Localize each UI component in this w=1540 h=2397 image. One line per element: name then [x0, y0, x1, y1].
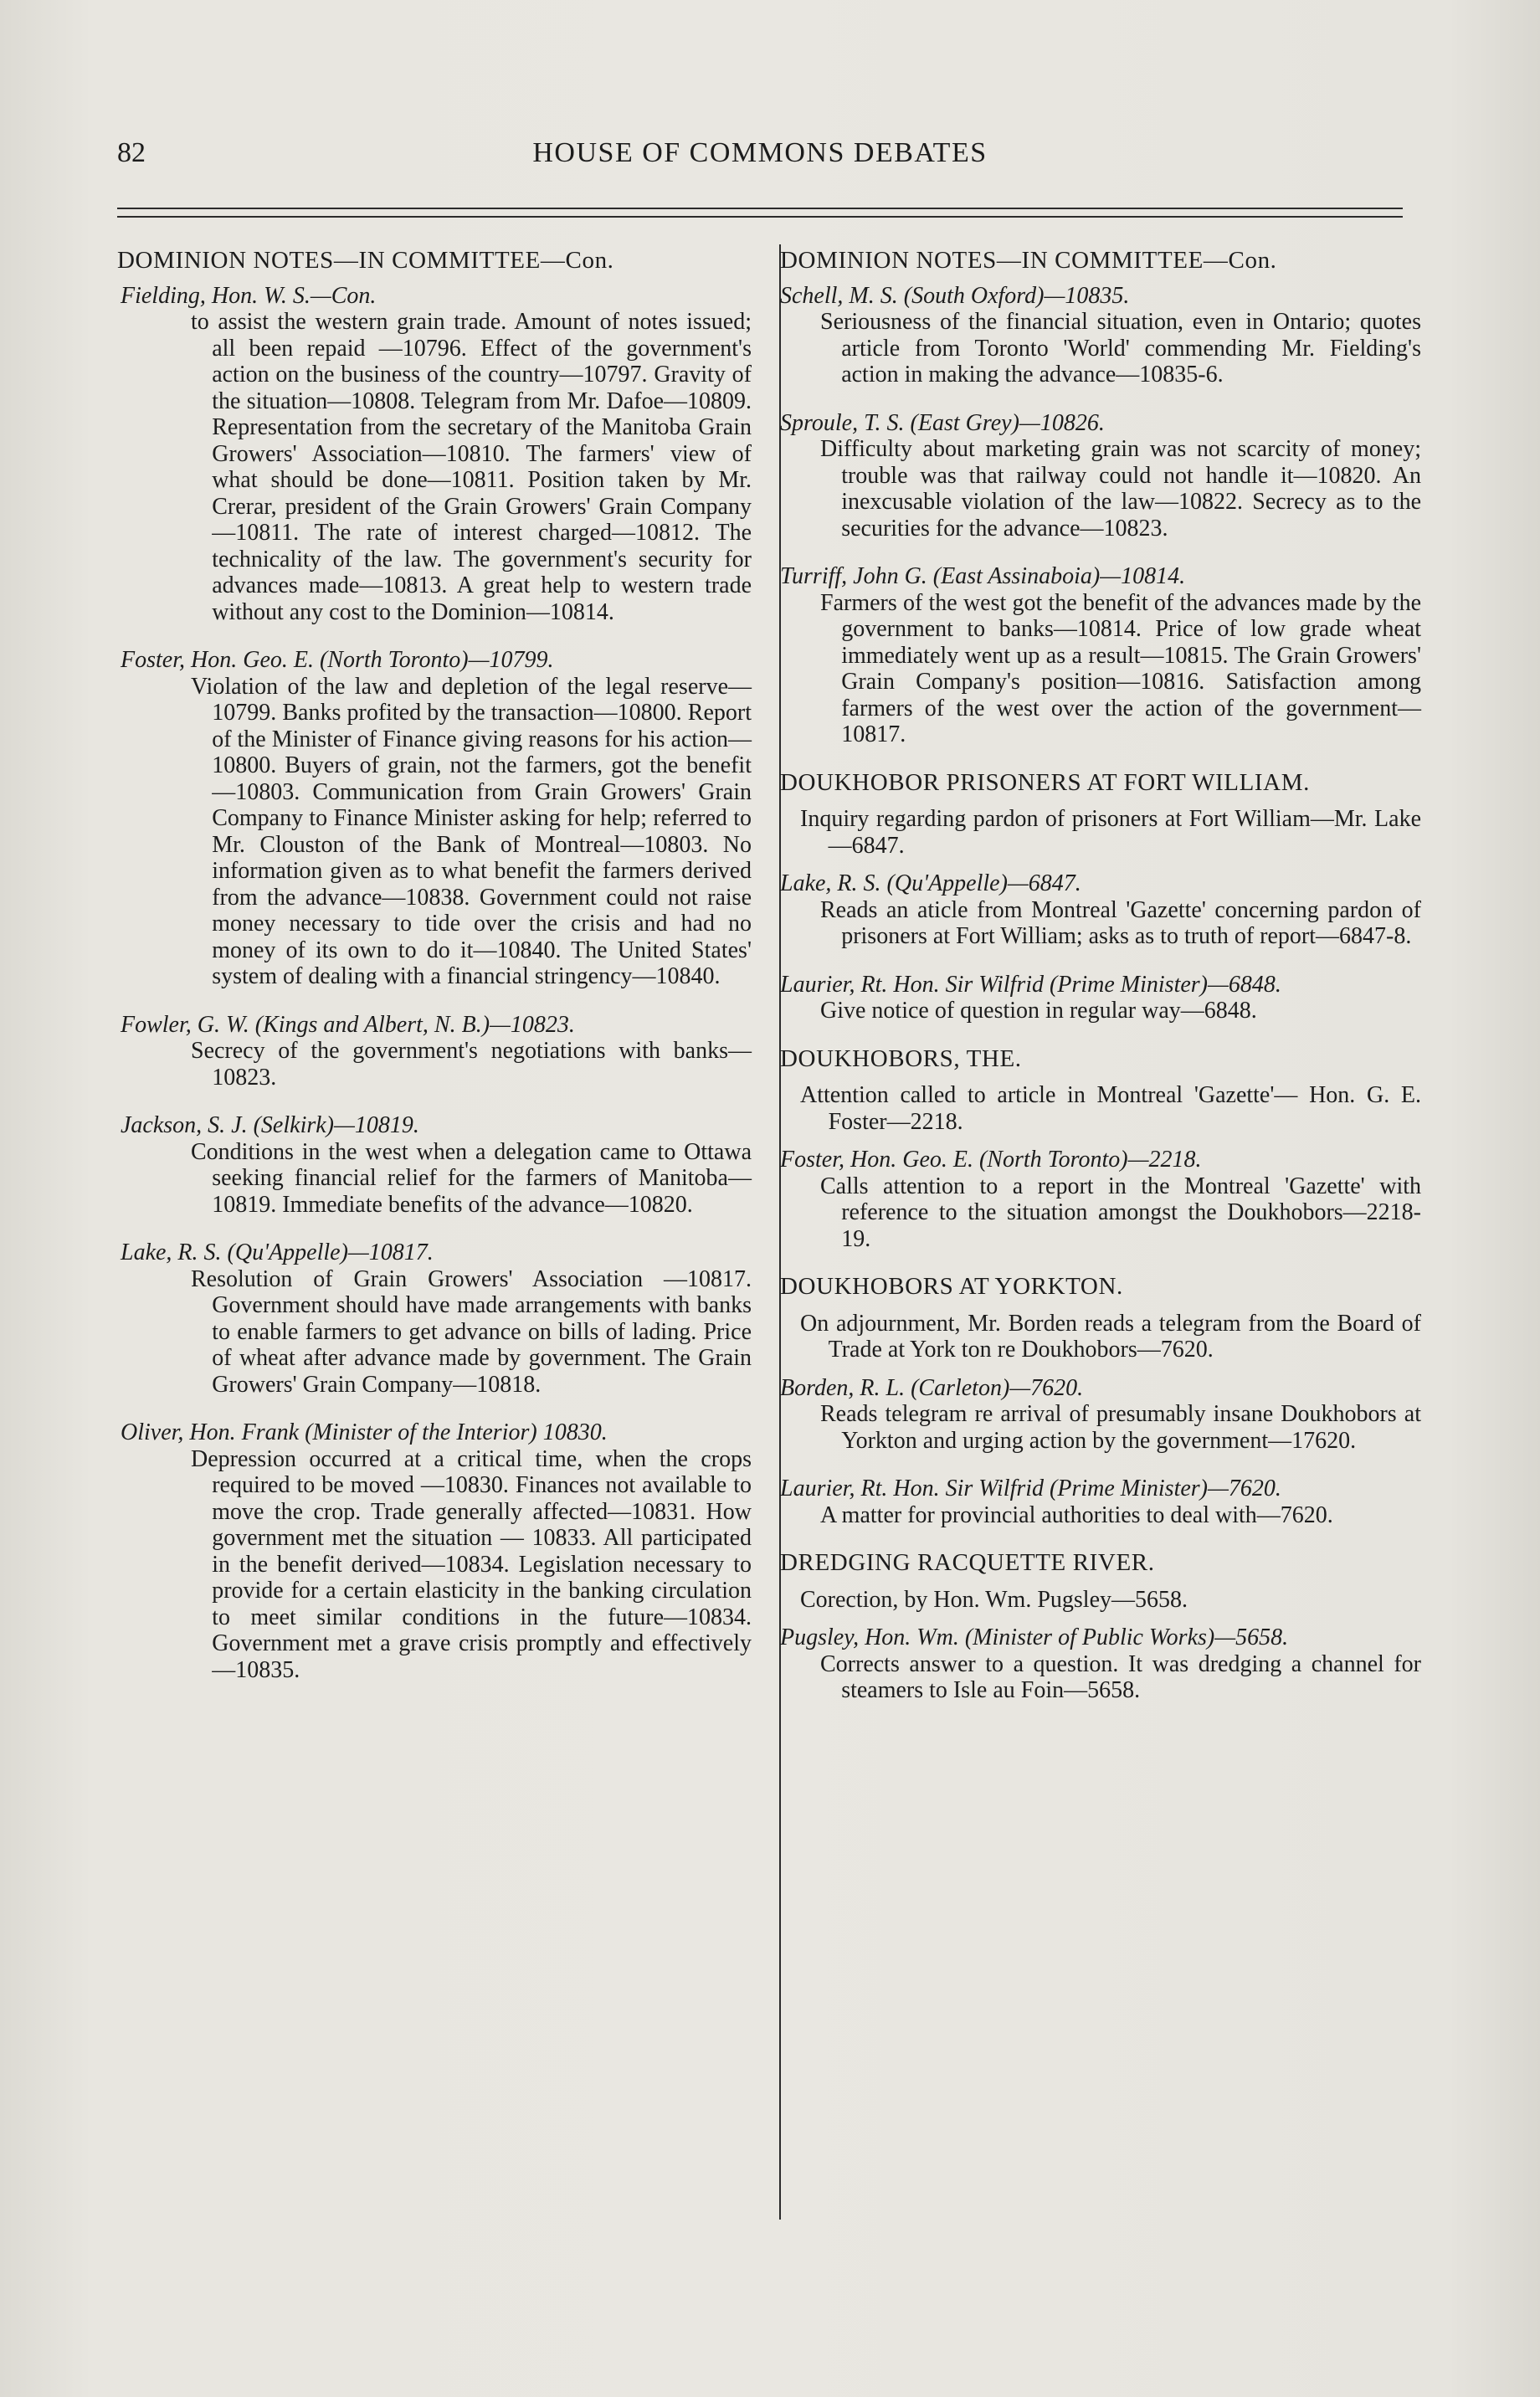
speaker-name: Foster, Hon. Geo. E. (North Toronto)—10799.: [121, 647, 554, 673]
speaker-name: Foster, Hon. Geo. E. (North Toronto)—2218.: [780, 1147, 1202, 1173]
index-entry: [777, 1375, 1421, 1455]
speaker-name: Jackson, S. J. (Selkirk)—10819.: [121, 1112, 419, 1138]
entry-text: Corrects answer to a question. It was dredging a channel for steamers to Isle au Foin—5658.: [820, 1650, 1421, 1703]
running-title: HOUSE OF COMMONS DEBATES: [532, 137, 988, 168]
column-heading: DOMINION NOTES—IN COMMITTEE—Con.: [117, 247, 614, 274]
index-entry: [777, 1147, 1421, 1252]
section-note: Inquiry regarding pardon of prisoners at Fort William—Mr. Lake—6847.: [800, 806, 1421, 859]
speaker-name: Oliver, Hon. Frank (Minister of the Interior) 10830.: [121, 1419, 608, 1445]
index-entry: [777, 563, 1421, 748]
section-note: Attention called to article in Montreal 'Gazette'— Hon. G. E. Foster—2218.: [800, 1082, 1421, 1135]
right-column: [777, 248, 1421, 1726]
column-heading: DOMINION NOTES—IN COMMITTEE—Con.: [780, 247, 1277, 274]
entry-text: Resolution of Grain Growers' Association —10817. Government should have made arrangements with banks to enable farmers to get advance on bills of lading. Price of wheat after advance made by government. The Grain Growers' Grain Company—10818.: [191, 1265, 752, 1398]
speaker-name: Schell, M. S. (South Oxford)—10835.: [780, 282, 1130, 309]
section-heading: DREDGING RACQUETTE RIVER.: [780, 1549, 1155, 1576]
entry-text: Secrecy of the government's negotiations with banks—10823.: [191, 1038, 752, 1091]
index-entry: [117, 647, 752, 990]
entry-text: Depression occurred at a critical time, when the crops required to be moved —10830. Finances not available to move the crop. Trade generally affected—10831. How government met the situation — 10833. All participated in the benefit derived—10834. Legislation necessary to provide for a certain elasticity in the banking circulation to meet similar conditions in the future—10834. Government met a grave crisis promptly and effectively—10835.: [191, 1445, 752, 1683]
index-entry: [777, 410, 1421, 542]
section-heading: DOUKHOBORS AT YORKTON.: [780, 1273, 1123, 1300]
header-rule-top: [117, 208, 1403, 209]
page-number: 82: [117, 137, 146, 168]
entry-text: Seriousness of the financial situation, even in Ontario; quotes article from Toronto 'World' commending Mr. Fielding's action in making the advance—10835-6.: [820, 309, 1421, 388]
entry-text: Give notice of question in regular way—6848.: [820, 998, 1257, 1024]
entry-text: Reads telegram re arrival of presumably insane Doukhobors at Yorkton and urging action by the government—17620.: [820, 1401, 1421, 1454]
index-entry: [117, 1112, 752, 1218]
index-entry: [777, 283, 1421, 388]
speaker-name: Pugsley, Hon. Wm. (Minister of Public Works)—5658.: [780, 1625, 1289, 1650]
section-heading: DOUKHOBORS, THE.: [780, 1045, 1022, 1072]
left-column: [117, 248, 752, 1705]
speaker-name: Laurier, Rt. Hon. Sir Wilfrid (Prime Minister)—7620.: [780, 1476, 1281, 1501]
speaker-name: Lake, R. S. (Qu'Appelle)—10817.: [121, 1240, 434, 1265]
index-entry: [777, 870, 1421, 950]
speaker-name: Turriff, John G. (East Assinaboia)—10814.: [780, 563, 1186, 589]
speaker-name: Fielding, Hon. W. S.—Con.: [121, 282, 377, 309]
header-rule-bottom: [117, 216, 1403, 218]
index-entry: [777, 1476, 1421, 1528]
index-entry: [117, 1419, 752, 1683]
section-note: Corection, by Hon. Wm. Pugsley—5658.: [800, 1586, 1188, 1613]
section-heading: DOUKHOBOR PRISONERS AT FORT WILLIAM.: [780, 768, 1310, 796]
index-entry: [117, 283, 752, 626]
page-header: [117, 132, 1403, 182]
entry-text: Violation of the law and depletion of the legal reserve—10799. Banks profited by the transaction—10800. Report of the Minister of Finance giving reasons for his action—10800. Buyers of grain, not the farmers, got the benefit—10803. Communication from Grain Growers' Grain Company to Finance Minister asking for help; referred to Mr. Clouston of the Bank of Montreal—10803. No information given as to what benefit the farmers derived from the advance—10838. Government could not raise money necessary to tide over the crisis and had no money of its own to do it—10840. The United States' system of dealing with a financial stringency—10840.: [191, 673, 752, 989]
entry-text: Conditions in the west when a delegation came to Ottawa seeking financial relief for the farmers of Manitoba—10819. Immediate benefits of the advance—10820.: [191, 1138, 752, 1218]
entry-text: Calls attention to a report in the Montreal 'Gazette' with reference to the situation amongst the Doukhobors—2218-19.: [820, 1173, 1421, 1252]
index-entry: [777, 972, 1421, 1024]
entry-text: A matter for provincial authorities to deal with—7620.: [820, 1501, 1333, 1528]
index-entry: [117, 1012, 752, 1091]
speaker-name: Laurier, Rt. Hon. Sir Wilfrid (Prime Minister)—6848.: [780, 971, 1281, 998]
speaker-name: Lake, R. S. (Qu'Appelle)—6847.: [780, 870, 1081, 896]
entry-text: Difficulty about marketing grain was not scarcity of money; trouble was that railway could not handle it—10820. An inexcusable violation of the law—10822. Secrecy as to the securities for the advance—10823.: [820, 436, 1421, 542]
speaker-name: Borden, R. L. (Carleton)—7620.: [780, 1374, 1084, 1401]
speaker-name: Sproule, T. S. (East Grey)—10826.: [780, 409, 1105, 436]
entry-text: Farmers of the west got the benefit of the advances made by the government to banks—10814. Price of low grade wheat immediately went up as a result—10815. The Grain Growers' Grain Company's position—10816. Satisfaction among farmers of the west over the action of the government—10817.: [820, 589, 1421, 747]
index-entry: [777, 1625, 1421, 1704]
speaker-name: Fowler, G. W. (Kings and Albert, N. B.)—10823.: [121, 1011, 575, 1038]
entry-text: to assist the western grain trade. Amount of notes issued; all been repaid —10796. Effect of the government's action on the business of the country—10797. Gravity of the situation—10808. Telegram from Mr. Dafoe—10809. Representation from the secretary of the Manitoba Grain Growers' Association—10810. The farmers' view of what should be done—10811. Position taken by Mr. Crerar, president of the Grain Growers' Grain Company—10811. The rate of interest charged—10812. The technicality of the law. The government's security for advances made—10813. A great help to western trade without any cost to the Dominion—10814.: [191, 309, 752, 625]
section-note: On adjournment, Mr. Borden reads a telegram from the Board of Trade at York ton re Doukhobors—7620.: [800, 1310, 1421, 1363]
index-entry: [117, 1240, 752, 1398]
entry-text: Reads an aticle from Montreal 'Gazette' concerning pardon of prisoners at Fort William; asks as to truth of report—6847-8.: [820, 896, 1421, 949]
